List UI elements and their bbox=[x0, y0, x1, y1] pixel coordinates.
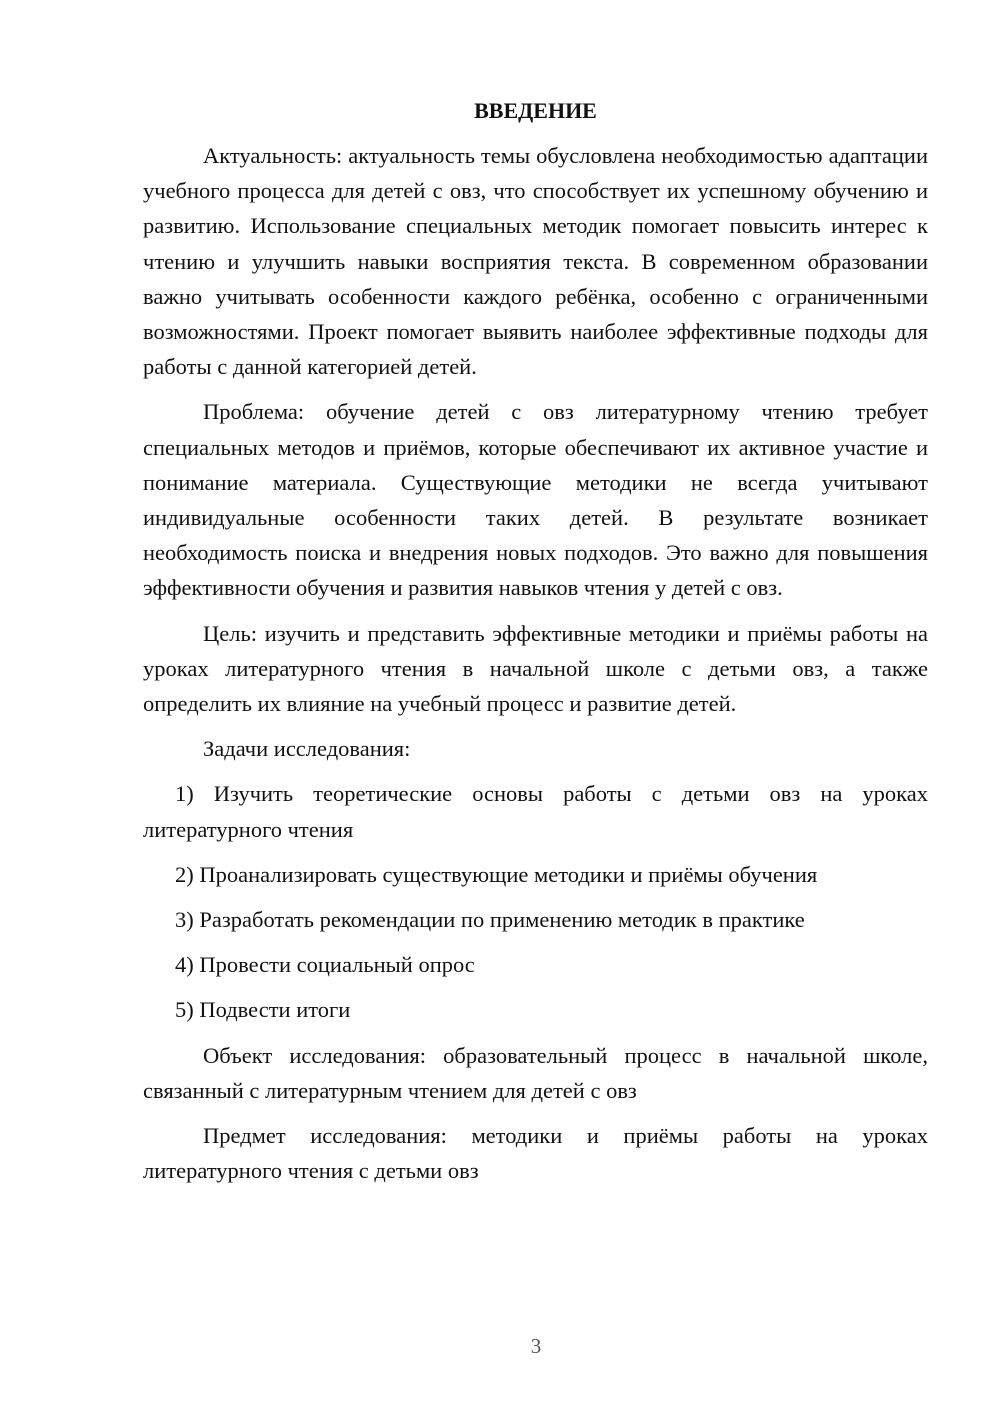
page-number: 3 bbox=[530, 1334, 542, 1358]
paragraph-problem: Проблема: обучение детей с овз литературному чтению требует специальных методов и приёмов, которые обеспечивают их активное участие и понимание материала. Существующие методики не всегда учитывают индивидуальные особенности таких детей. В результате возникает необходимость поиска и внедрения новых подходов. Это важно для повышения эффективности обучения и развития навыков чтения у детей с овз. bbox=[143, 399, 928, 601]
paragraph-subject: Предмет исследования: методики и приёмы работы на уроках литературного чтения с детьми овз bbox=[143, 1123, 928, 1184]
paragraph-goal: Цель: изучить и представить эффективные методики и приёмы работы на уроках литературного чтения в начальной школе с детьми овз, а также определить их влияние на учебный процесс и развитие детей. bbox=[143, 620, 928, 717]
paragraph-object: Объект исследования: образовательный процесс в начальной школе, связанный с литературным чтением для детей с овз bbox=[143, 1042, 928, 1103]
task-item-2: 2) Проанализировать существующие методики и приёмы обучения bbox=[175, 861, 818, 887]
task-item-5: 5) Подвести итоги bbox=[175, 997, 351, 1023]
task-item-1: 1) Изучить теоретические основы работы с детьми овз на уроках литературного чтения bbox=[143, 781, 928, 842]
document-page bbox=[143, 96, 928, 1198]
tasks-heading: Задачи исследования: bbox=[203, 736, 411, 762]
task-item-3: 3) Разработать рекомендации по применению методик в практике bbox=[175, 907, 805, 933]
paragraph-relevance: Актуальность: актуальность темы обусловлена необходимостью адаптации учебного процесса для детей с овз, что способствует их успешному обучению и развитию. Использование специальных методик помогает повысить интерес к чтению и улучшить навыки восприятия текста. В современном образовании важно учитывать особенности каждого ребёнка, особенно с ограниченными возможностями. Проект помогает выявить наиболее эффективные подходы для работы с данной категорией детей. bbox=[143, 143, 928, 380]
section-title: ВВЕДЕНИЕ bbox=[474, 98, 597, 123]
task-item-4: 4) Провести социальный опрос bbox=[175, 952, 475, 978]
